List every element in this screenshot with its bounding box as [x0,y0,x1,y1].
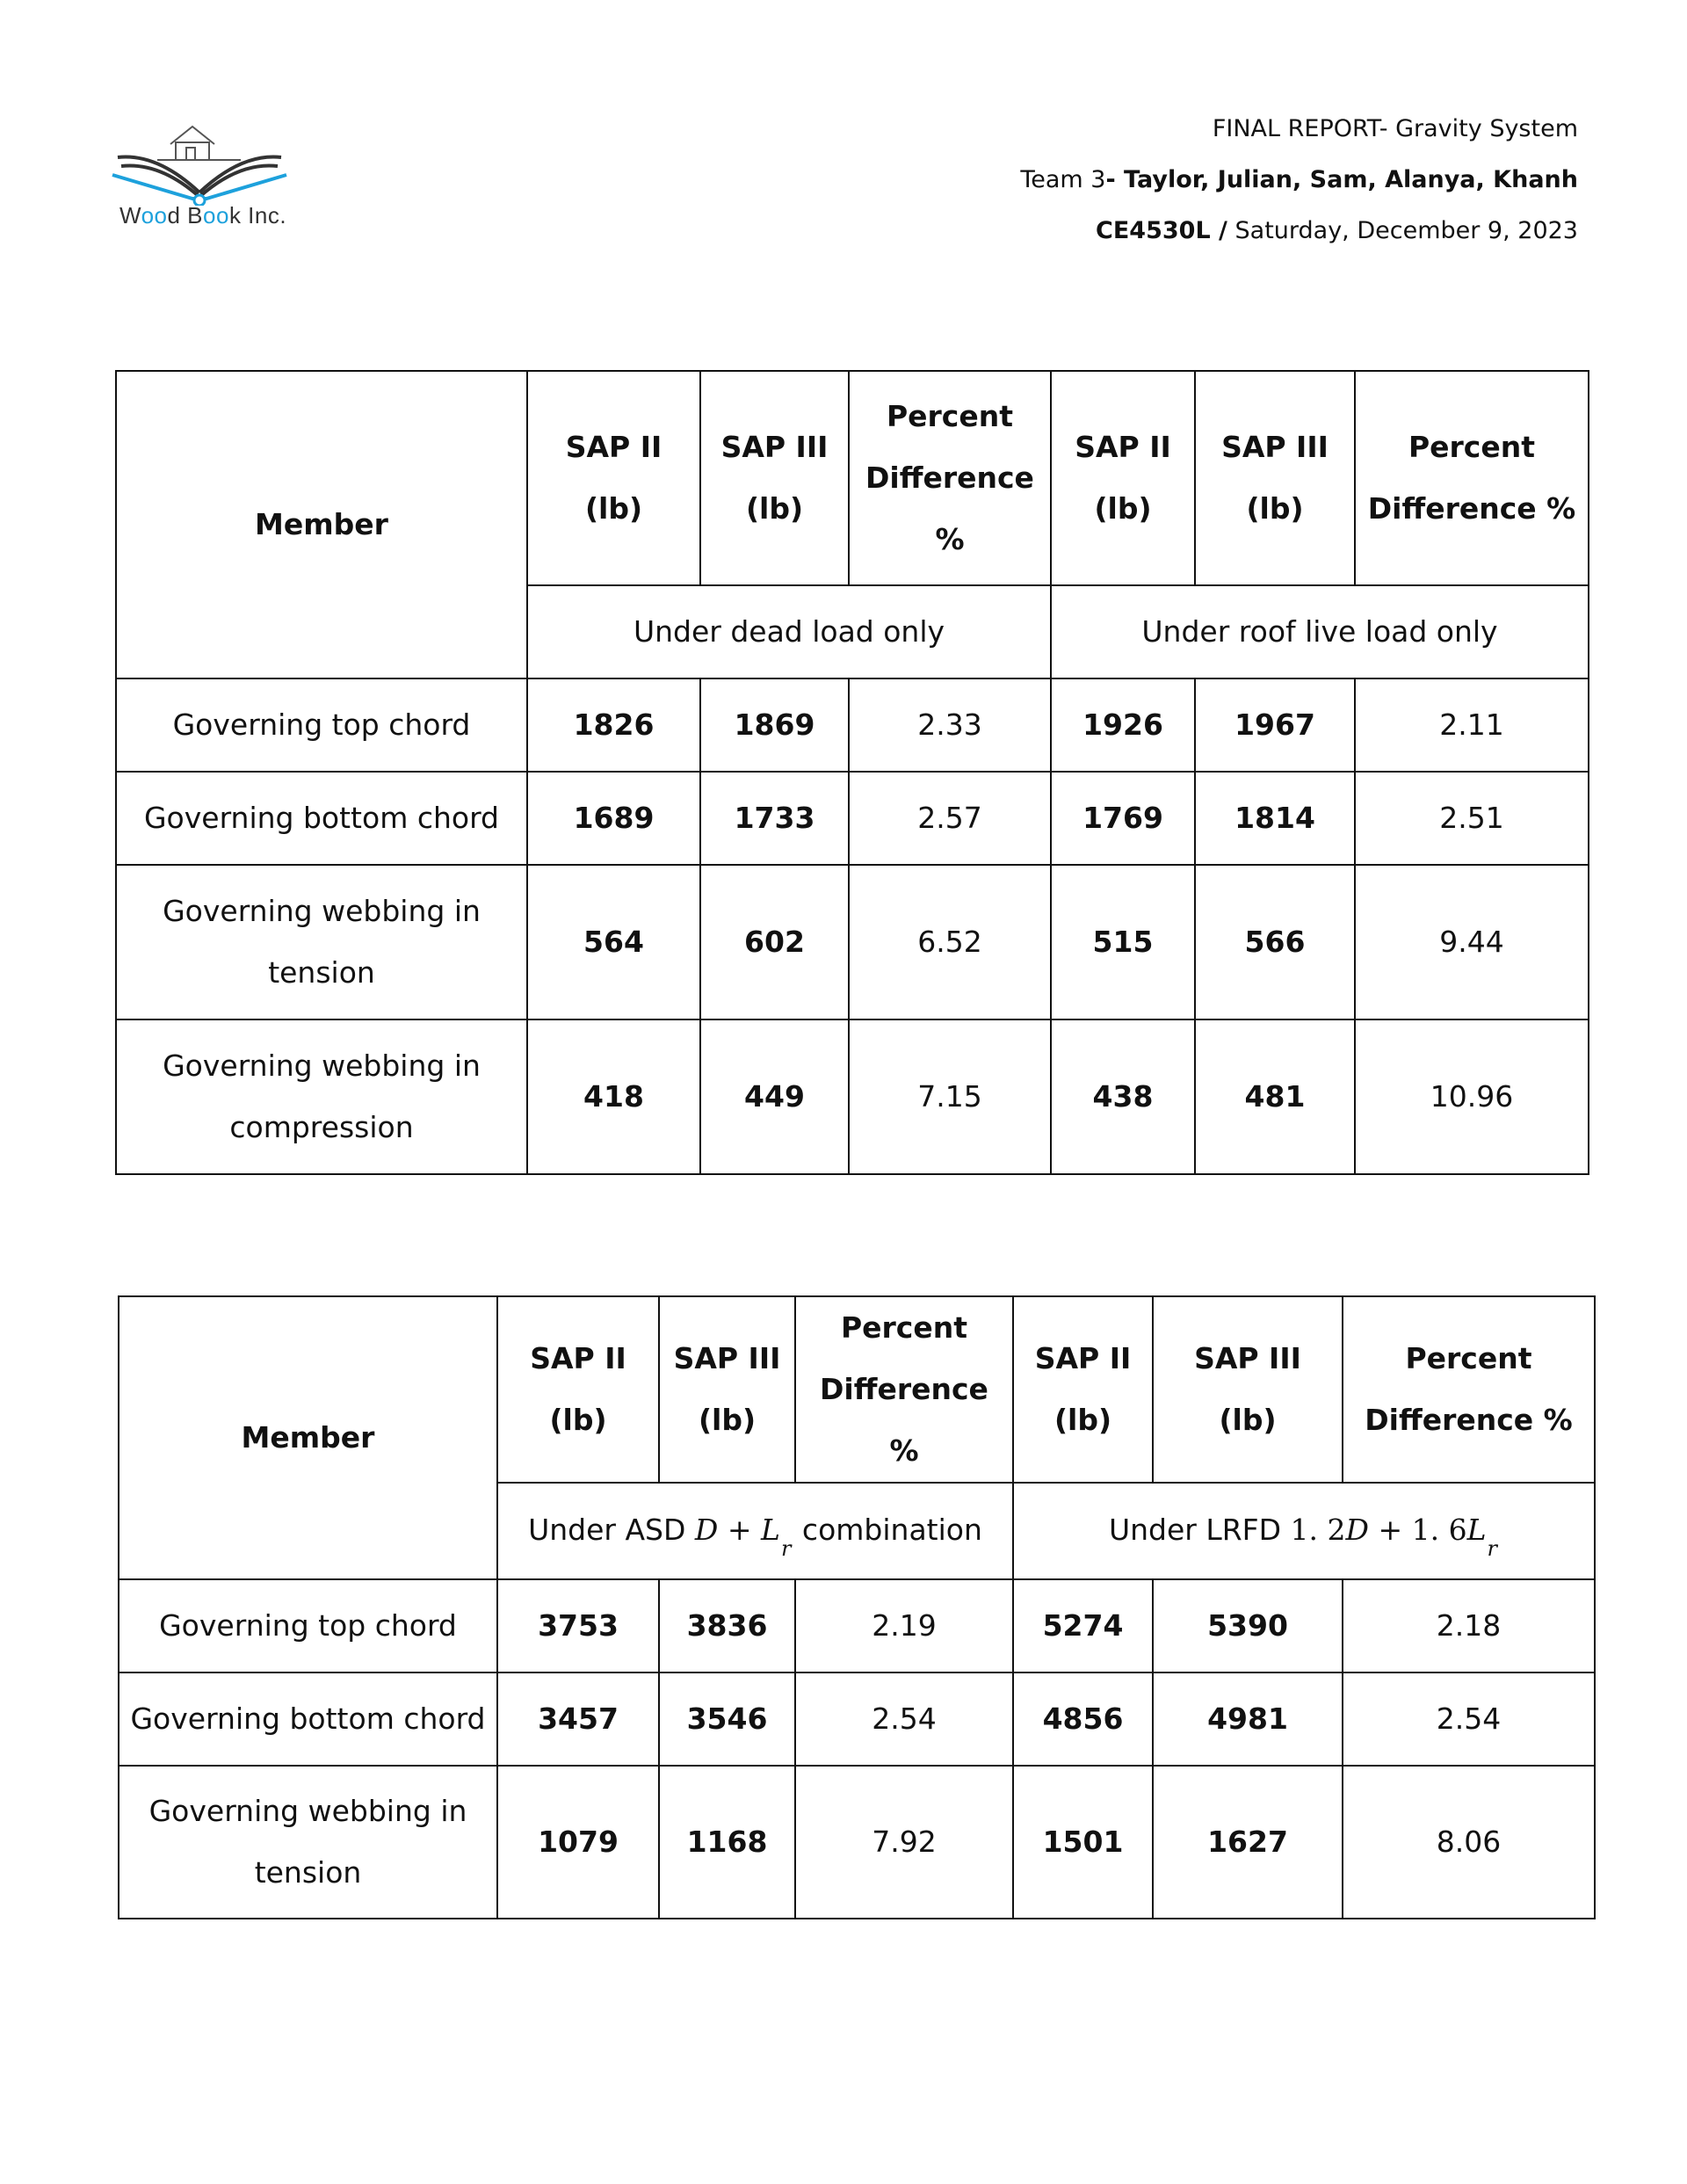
table-row [119,1579,1595,1672]
load-combination-table [118,1295,1596,1919]
percent-cell: 2.11 [1355,678,1589,772]
value-cell: 1079 [497,1766,659,1919]
value-cell: 3836 [659,1579,795,1672]
col-header: SAP III (lb) [1153,1296,1343,1483]
percent-cell: 2.51 [1355,772,1589,865]
col-header: SAP II (lb) [1013,1296,1153,1483]
table-row [116,772,1589,865]
group-header-roof-live-load: Under roof live load only [1051,585,1589,678]
percent-cell: 8.06 [1343,1766,1595,1919]
group-header-asd: Under ASD $D + L_r$ combination [497,1483,1013,1579]
open-book-house-icon [109,109,293,206]
member-cell: Governing top chord [116,678,527,772]
member-cell: Governing bottom chord [119,1672,497,1766]
value-cell: 5390 [1153,1579,1343,1672]
company-logo [109,109,293,241]
value-cell: 1814 [1195,772,1355,865]
value-cell: 3457 [497,1672,659,1766]
report-header [1020,104,1578,257]
member-header: Member [119,1296,497,1579]
percent-cell: 7.92 [795,1766,1013,1919]
percent-cell: 9.44 [1355,865,1589,1019]
col-header: SAP III (lb) [1195,371,1355,585]
value-cell: 418 [527,1019,700,1174]
value-cell: 566 [1195,865,1355,1019]
value-cell: 1926 [1051,678,1195,772]
col-header: Percent Difference % [795,1296,1013,1483]
col-header: Percent Difference % [849,371,1051,585]
value-cell: 515 [1051,865,1195,1019]
member-cell: Governing webbing in tension [119,1766,497,1919]
table-row [116,1019,1589,1174]
member-cell: Governing top chord [119,1579,497,1672]
value-cell: 4856 [1013,1672,1153,1766]
percent-cell: 10.96 [1355,1019,1589,1174]
value-cell: 3546 [659,1672,795,1766]
table-row [116,865,1589,1019]
team-line: Team 3- Taylor, Julian, Sam, Alanya, Khanh [1020,166,1578,193]
table-row [119,1766,1595,1919]
percent-cell: 2.57 [849,772,1051,865]
member-cell: Governing webbing in compression [116,1019,527,1174]
value-cell: 1733 [700,772,849,865]
member-header: Member [116,371,527,678]
member-cell: Governing webbing in tension [116,865,527,1019]
value-cell: 564 [527,865,700,1019]
percent-cell: 2.54 [1343,1672,1595,1766]
col-header: SAP II (lb) [497,1296,659,1483]
percent-cell: 2.19 [795,1579,1013,1672]
percent-cell: 6.52 [849,865,1051,1019]
percent-cell: 2.54 [795,1672,1013,1766]
dead-live-load-table [115,370,1589,1175]
percent-cell: 2.33 [849,678,1051,772]
col-header: SAP II (lb) [1051,371,1195,585]
group-header-dead-load: Under dead load only [527,585,1051,678]
col-header: SAP II (lb) [527,371,700,585]
col-header: SAP III (lb) [659,1296,795,1483]
table-row [116,678,1589,772]
value-cell: 1967 [1195,678,1355,772]
value-cell: 4981 [1153,1672,1343,1766]
group-header-lrfd: Under LRFD 1. 2D + 1. $6L_r$ [1013,1483,1595,1579]
value-cell: 1168 [659,1766,795,1919]
value-cell: 1869 [700,678,849,772]
value-cell: 1689 [527,772,700,865]
value-cell: 438 [1051,1019,1195,1174]
value-cell: 1826 [527,678,700,772]
table-row [119,1672,1595,1766]
company-name: Wood Book Inc. [119,202,287,229]
value-cell: 1627 [1153,1766,1343,1919]
member-cell: Governing bottom chord [116,772,527,865]
col-header: SAP III (lb) [700,371,849,585]
value-cell: 449 [700,1019,849,1174]
course-date-line: CE4530L / Saturday, December 9, 2023 [1096,217,1578,244]
col-header: Percent Difference % [1343,1296,1595,1483]
report-title: FINAL REPORT- Gravity System [1212,115,1578,142]
value-cell: 1769 [1051,772,1195,865]
value-cell: 5274 [1013,1579,1153,1672]
value-cell: 3753 [497,1579,659,1672]
value-cell: 1501 [1013,1766,1153,1919]
percent-cell: 7.15 [849,1019,1051,1174]
percent-cell: 2.18 [1343,1579,1595,1672]
value-cell: 602 [700,865,849,1019]
col-header: Percent Difference % [1355,371,1589,585]
value-cell: 481 [1195,1019,1355,1174]
